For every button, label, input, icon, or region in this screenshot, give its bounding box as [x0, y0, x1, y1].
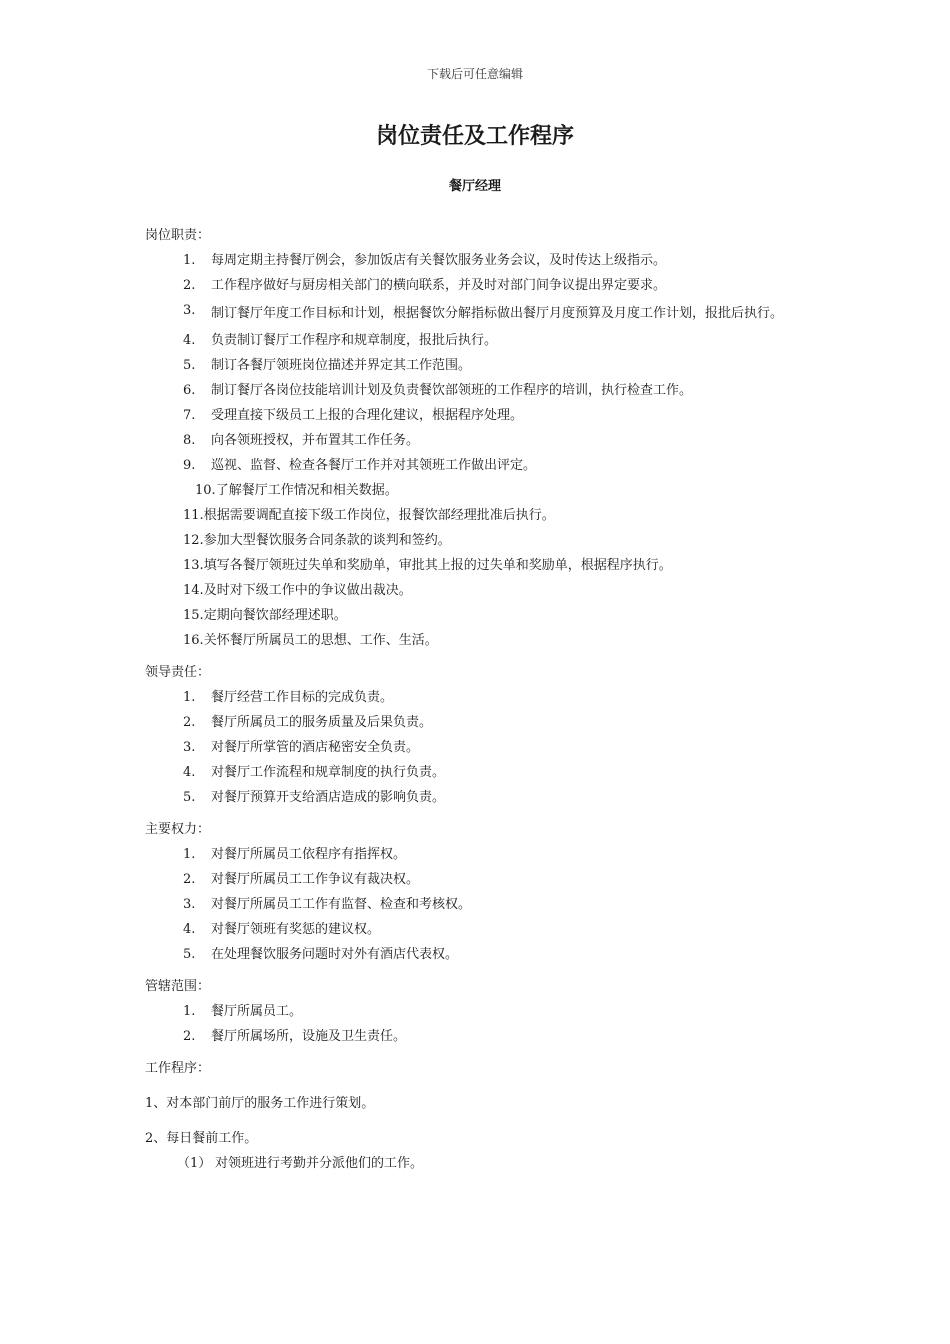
item-number: 3. — [183, 897, 196, 912]
item-text: 了解餐厅工作情况和相关数据。 — [215, 483, 398, 498]
item-text: 向各领班授权，并布置其工作任务。 — [211, 433, 420, 448]
item-text: 制订各餐厅领班岗位描述并界定其工作范围。 — [211, 358, 472, 373]
section-powers — [145, 820, 825, 965]
item-text: 制订餐厅各岗位技能培训计划及负责餐饮部领班的工作程序的培训，执行检查工作。 — [211, 383, 693, 398]
section-procedure — [145, 1059, 825, 1174]
list-item — [145, 276, 825, 296]
item-number: 5. — [183, 947, 196, 962]
item-text: 填写各餐厅领班过失单和奖励单，审批其上报的过失单和奖励单，根据程序执行。 — [203, 558, 672, 573]
item-text: 餐厅所属场所，设施及卫生责任。 — [211, 1029, 407, 1044]
item-text: 巡视、监督、检查各餐厅工作并对其领班工作做出评定。 — [211, 458, 537, 473]
section-duties — [145, 226, 825, 651]
item-number: 5. — [183, 790, 196, 805]
substep-text: 对领班进行考勤并分派他们的工作。 — [215, 1156, 424, 1171]
item-number: 2. — [183, 1029, 196, 1044]
item-number: 15. — [183, 608, 204, 623]
list-item — [145, 1027, 825, 1047]
item-text: 对餐厅领班有奖惩的建议权。 — [211, 922, 381, 937]
item-number: 3. — [183, 303, 196, 318]
section-scope — [145, 977, 825, 1047]
list-item — [145, 481, 825, 501]
item-text: 关怀餐厅所属员工的思想、工作、生活。 — [203, 633, 438, 648]
item-number: 5. — [183, 358, 196, 373]
item-number: 1. — [183, 690, 196, 705]
item-number: 11. — [183, 508, 204, 523]
list-item — [145, 406, 825, 426]
item-number: 4. — [183, 333, 196, 348]
item-text: 对餐厅所属员工依程序有指挥权。 — [211, 847, 407, 862]
item-number: 2. — [183, 715, 196, 730]
section-heading: 主要权力： — [145, 822, 211, 837]
powers-list — [145, 845, 825, 965]
section-heading: 领导责任： — [145, 665, 211, 680]
list-item — [145, 920, 825, 940]
item-text: 餐厅经营工作目标的完成负责。 — [211, 690, 394, 705]
list-item — [145, 713, 825, 733]
list-item — [145, 431, 825, 451]
item-number: 6. — [183, 383, 196, 398]
item-number: 4. — [183, 765, 196, 780]
section-heading: 管辖范围： — [145, 979, 211, 994]
procedure-substep — [145, 1154, 825, 1174]
list-item — [145, 556, 825, 576]
list-item — [145, 763, 825, 783]
item-number: 4. — [183, 922, 196, 937]
scope-list — [145, 1002, 825, 1047]
list-item — [145, 738, 825, 758]
section-heading: 岗位职责： — [145, 228, 211, 243]
list-item — [145, 531, 825, 551]
list-item — [145, 581, 825, 601]
list-item — [145, 356, 825, 376]
item-number: 2. — [183, 872, 196, 887]
list-item — [145, 606, 825, 626]
list-item — [145, 456, 825, 476]
list-item — [145, 506, 825, 526]
list-item — [145, 870, 825, 890]
item-text: 定期向餐饮部经理述职。 — [203, 608, 347, 623]
document-title: 岗位责任及工作程序 — [375, 124, 574, 149]
item-text: 餐厅所属员工的服务质量及后果负责。 — [211, 715, 433, 730]
substep-number: （1） — [177, 1156, 212, 1171]
list-item — [145, 381, 825, 401]
procedure-step: 2、每日餐前工作。 — [145, 1131, 258, 1146]
item-text: 对餐厅所属员工工作争议有裁决权。 — [211, 872, 420, 887]
item-number: 1. — [183, 253, 196, 268]
header-note: 下载后可任意编辑 — [426, 67, 523, 81]
list-item — [145, 251, 825, 271]
section-leadership — [145, 663, 825, 808]
item-text: 对餐厅所属员工工作有监督、检查和考核权。 — [211, 897, 472, 912]
procedure-heading: 工作程序： — [145, 1061, 211, 1076]
duties-list — [145, 251, 825, 651]
item-number: 10. — [195, 483, 216, 498]
item-number: 13. — [183, 558, 204, 573]
procedure-step: 1、对本部门前厅的服务工作进行策划。 — [145, 1096, 375, 1111]
item-text: 负责制订餐厅工作程序和规章制度，报批后执行。 — [211, 333, 498, 348]
list-item — [145, 331, 825, 351]
item-text: 对餐厅工作流程和规章制度的执行负责。 — [211, 765, 446, 780]
item-text: 在处理餐饮服务问题时对外有酒店代表权。 — [211, 947, 459, 962]
document-body — [145, 226, 825, 1179]
item-text: 参加大型餐饮服务合同条款的谈判和签约。 — [203, 533, 451, 548]
item-number: 9. — [183, 458, 196, 473]
item-number: 14. — [183, 583, 204, 598]
list-item — [145, 688, 825, 708]
list-item — [145, 631, 825, 651]
item-number: 16. — [183, 633, 204, 648]
item-number: 1. — [183, 1004, 196, 1019]
item-text: 对餐厅预算开支给酒店造成的影响负责。 — [211, 790, 446, 805]
document-subtitle: 餐厅经理 — [448, 179, 501, 194]
list-item — [145, 788, 825, 808]
item-text: 受理直接下级员工上报的合理化建议，根据程序处理。 — [211, 408, 524, 423]
list-item — [145, 895, 825, 915]
item-number: 3. — [183, 740, 196, 755]
item-text: 及时对下级工作中的争议做出裁决。 — [203, 583, 412, 598]
item-text: 制订餐厅年度工作目标和计划，根据餐饮分解指标做出餐厅月度预算及月度工作计划，报批后执行。 — [211, 306, 784, 321]
leadership-list — [145, 688, 825, 808]
item-text: 对餐厅所掌管的酒店秘密安全负责。 — [211, 740, 420, 755]
item-text: 每周定期主持餐厅例会，参加饭店有关餐饮服务业务会议，及时传达上级指示。 — [211, 253, 667, 268]
item-number: 8. — [183, 433, 196, 448]
item-text: 工作程序做好与厨房相关部门的横向联系，并及时对部门间争议提出界定要求。 — [211, 278, 667, 293]
item-number: 2. — [183, 278, 196, 293]
item-number: 7. — [183, 408, 196, 423]
list-item — [145, 301, 825, 326]
item-number: 12. — [183, 533, 204, 548]
list-item — [145, 945, 825, 965]
item-number: 1. — [183, 847, 196, 862]
list-item — [145, 1002, 825, 1022]
item-text: 餐厅所属员工。 — [211, 1004, 303, 1019]
item-text: 根据需要调配直接下级工作岗位，报餐饮部经理批准后执行。 — [203, 508, 555, 523]
list-item — [145, 845, 825, 865]
